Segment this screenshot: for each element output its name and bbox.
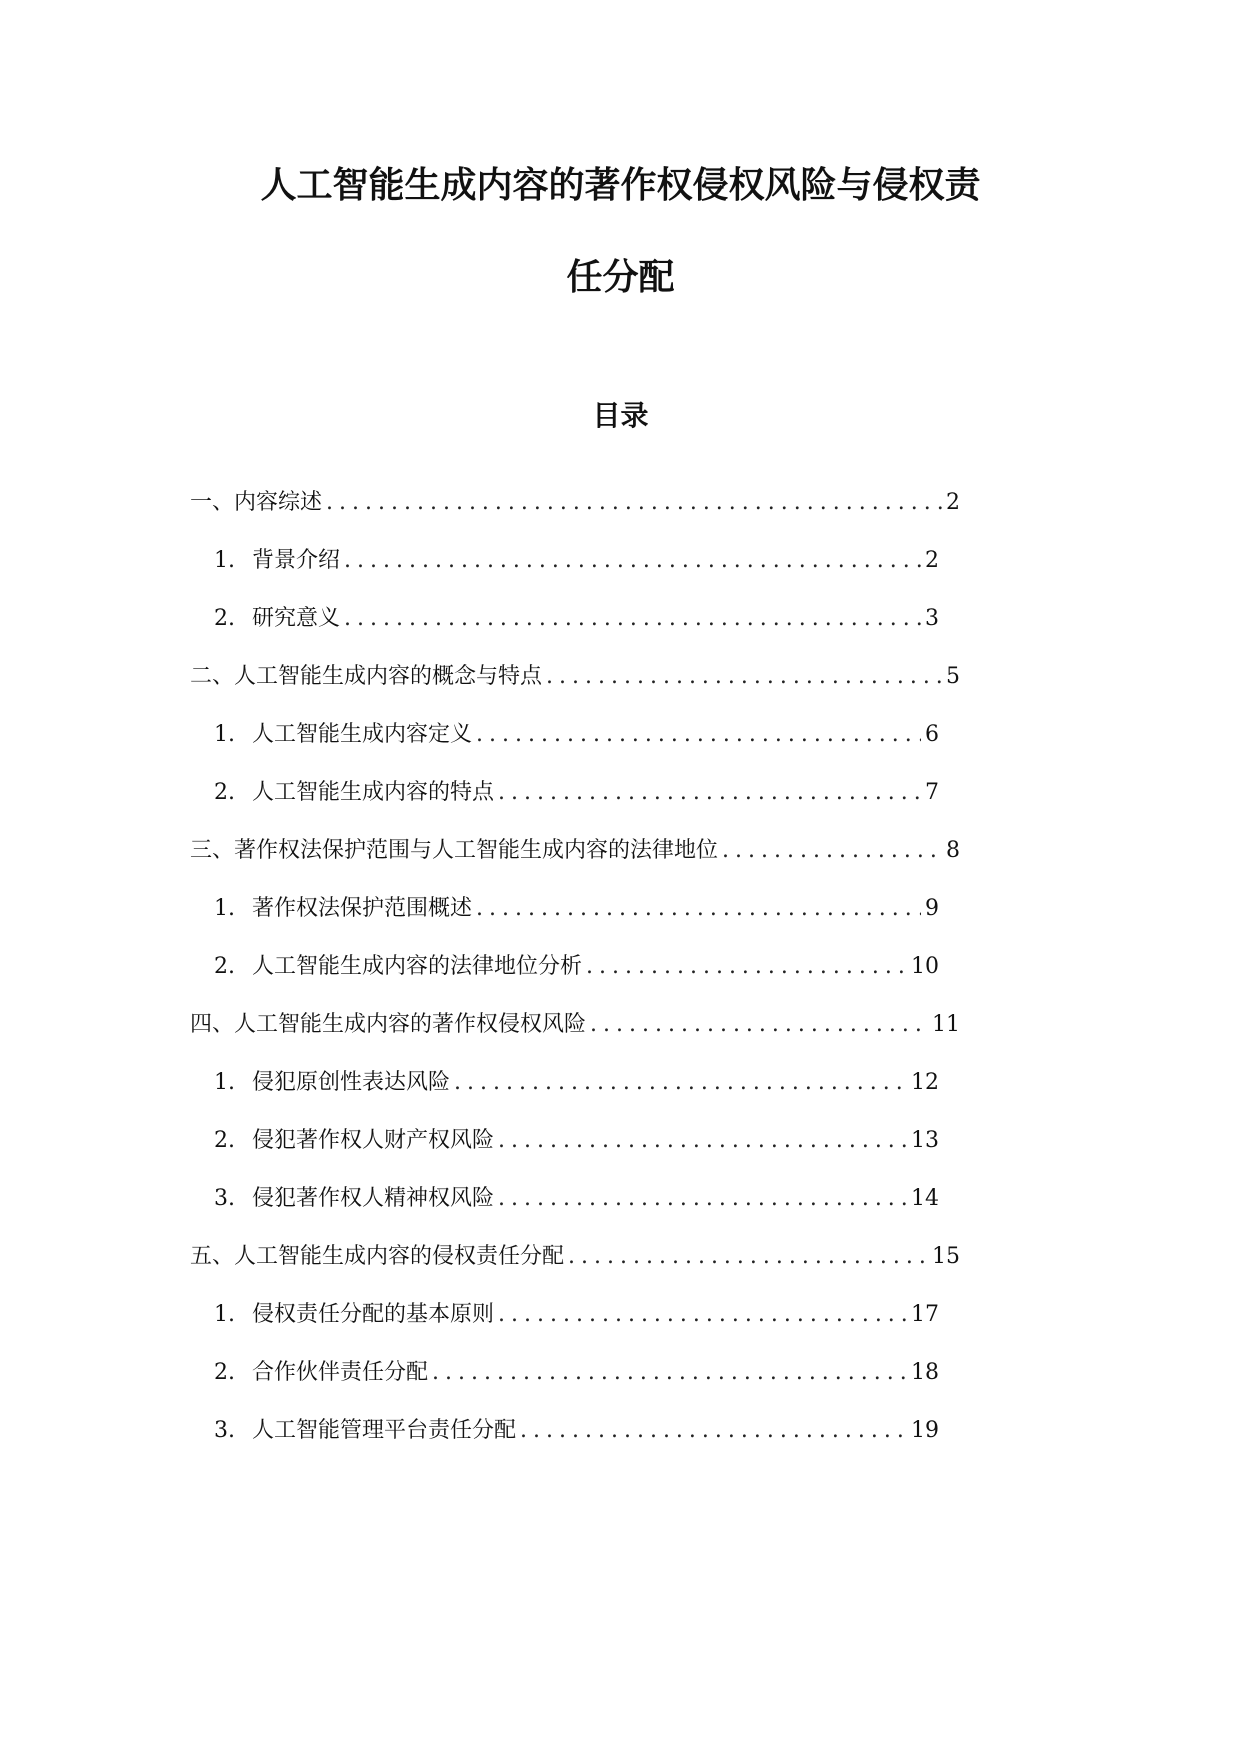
toc-dot-leader <box>454 1068 907 1098</box>
toc-dot-leader <box>476 720 921 750</box>
toc-entry-title: 合作伙伴责任分配 <box>252 1360 429 1385</box>
toc-entry-title: 侵犯著作权人财产权风险 <box>252 1128 495 1153</box>
toc-page-number: 13 <box>911 1128 939 1153</box>
toc-dot-leader <box>498 1300 907 1330</box>
toc-dot-leader <box>498 1126 907 1156</box>
toc-entry-title: 侵权责任分配的基本原则 <box>252 1302 495 1327</box>
toc-page-number: 10 <box>911 954 939 979</box>
toc-entry-number: 3. <box>214 1418 235 1443</box>
toc-page-number: 12 <box>911 1070 939 1095</box>
toc-dot-leader <box>498 778 921 808</box>
toc-subsection-entry[interactable] <box>214 1126 939 1156</box>
toc-entry-title: 研究意义 <box>252 606 341 631</box>
document-title-line-2: 任分配 <box>566 257 675 299</box>
toc-entry-number: 2. <box>214 780 235 805</box>
toc-entry-title: 五、人工智能生成内容的侵权责任分配 <box>190 1244 565 1269</box>
toc-page-number: 14 <box>911 1186 939 1211</box>
toc-entry-title: 人工智能生成内容的法律地位分析 <box>252 954 583 979</box>
toc-entry-title: 三、著作权法保护范围与人工智能生成内容的法律地位 <box>190 838 719 863</box>
toc-entry-number: 1. <box>214 1302 235 1327</box>
toc-entry-title: 侵犯著作权人精神权风险 <box>252 1186 495 1211</box>
toc-dot-leader <box>546 662 942 692</box>
toc-page-number: 17 <box>911 1302 939 1327</box>
toc-section-entry[interactable] <box>190 488 960 518</box>
toc-subsection-entry[interactable] <box>214 1358 939 1388</box>
toc-entry-number: 1. <box>214 896 235 921</box>
toc-dot-leader <box>476 894 921 924</box>
toc-page-number: 18 <box>911 1360 939 1385</box>
toc-entry-title: 一、内容综述 <box>190 490 323 515</box>
toc-page-number: 19 <box>911 1418 939 1443</box>
toc-page-number: 2 <box>946 490 960 515</box>
toc-entry-number: 1. <box>214 548 235 573</box>
toc-page-number: 7 <box>925 780 939 805</box>
toc-entry-number: 3. <box>214 1186 235 1211</box>
document-title-line-1: 人工智能生成内容的著作权侵权风险与侵权责 <box>260 165 981 207</box>
toc-dot-leader <box>326 488 942 518</box>
toc-section-entry[interactable] <box>190 836 960 866</box>
toc-subsection-entry[interactable] <box>214 778 939 808</box>
toc-dot-leader <box>344 604 921 634</box>
toc-dot-leader <box>432 1358 907 1388</box>
toc-section-entry[interactable] <box>190 662 960 692</box>
toc-entry-title: 人工智能生成内容定义 <box>252 722 473 747</box>
toc-subsection-entry[interactable] <box>214 546 939 576</box>
toc-page-number: 9 <box>925 896 939 921</box>
toc-entry-number: 1. <box>214 1070 235 1095</box>
toc-page-number: 6 <box>925 722 939 747</box>
toc-entry-title: 侵犯原创性表达风险 <box>252 1070 451 1095</box>
toc-subsection-entry[interactable] <box>214 720 939 750</box>
toc-subsection-entry[interactable] <box>214 1300 939 1330</box>
toc-dot-leader <box>344 546 921 576</box>
toc-subsection-entry[interactable] <box>214 604 939 634</box>
toc-page-number: 15 <box>932 1244 960 1269</box>
toc-entry-title: 四、人工智能生成内容的著作权侵权风险 <box>190 1012 587 1037</box>
toc-dot-leader <box>520 1416 907 1446</box>
toc-dot-leader <box>498 1184 907 1214</box>
toc-section-entry[interactable] <box>190 1010 960 1040</box>
toc-dot-leader <box>590 1010 928 1040</box>
toc-entry-title: 背景介绍 <box>252 548 341 573</box>
toc-heading: 目录 <box>592 399 649 433</box>
toc-subsection-entry[interactable] <box>214 1184 939 1214</box>
toc-entry-title: 人工智能管理平台责任分配 <box>252 1418 517 1443</box>
toc-entry-title: 二、人工智能生成内容的概念与特点 <box>190 664 543 689</box>
toc-subsection-entry[interactable] <box>214 1068 939 1098</box>
toc-dot-leader <box>586 952 907 982</box>
toc-entry-title: 人工智能生成内容的特点 <box>252 780 495 805</box>
toc-entry-number: 2. <box>214 1128 235 1153</box>
toc-dot-leader <box>568 1242 928 1272</box>
document-title <box>0 164 1241 300</box>
toc-subsection-entry[interactable] <box>214 1416 939 1446</box>
toc-section-entry[interactable] <box>190 1242 960 1272</box>
toc-page-number: 11 <box>932 1012 960 1037</box>
toc-subsection-entry[interactable] <box>214 952 939 982</box>
toc-entry-number: 2. <box>214 606 235 631</box>
toc-subsection-entry[interactable] <box>214 894 939 924</box>
toc-page-number: 5 <box>946 664 960 689</box>
toc-entry-number: 2. <box>214 954 235 979</box>
toc-entry-number: 1. <box>214 722 235 747</box>
toc-dot-leader <box>722 836 942 866</box>
toc-entry-title: 著作权法保护范围概述 <box>252 896 473 921</box>
toc-page-number: 3 <box>925 606 939 631</box>
toc-entry-number: 2. <box>214 1360 235 1385</box>
toc-page-number: 2 <box>925 548 939 573</box>
toc-page-number: 8 <box>946 838 960 863</box>
